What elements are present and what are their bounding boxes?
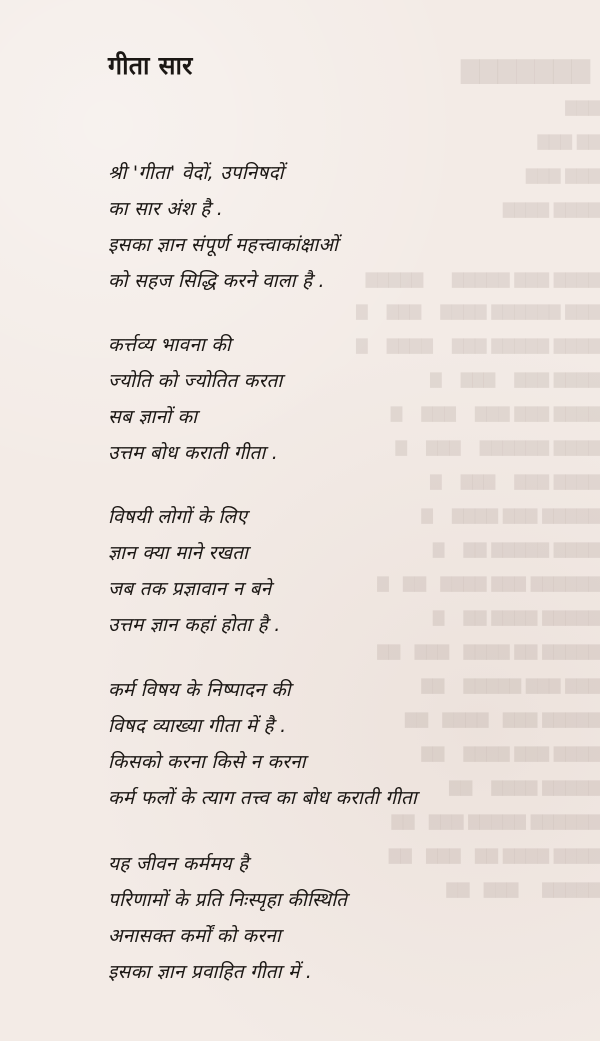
poem-line: किसको करना किसे न करना xyxy=(108,751,306,773)
poem-line: श्री 'गीता' वेदों, उपनिषदों xyxy=(108,162,284,184)
poem-stanza-3 xyxy=(108,499,280,643)
page-title: गीता सार xyxy=(108,51,193,80)
poem-stanza-1 xyxy=(108,155,338,299)
poem-line: अनासक्त कर्मों को करना xyxy=(108,925,281,947)
poem-line: इसका ज्ञान प्रवाहित गीता में . xyxy=(108,961,313,983)
poem-line: विषद व्याख्या गीता में है . xyxy=(108,715,287,737)
poem-line: यह जीवन कर्ममय है xyxy=(108,853,249,875)
poem-line: को सहज सिद्धि करने वाला है . xyxy=(108,270,325,292)
reverse-side-bleed-through: ▇▇▇▇▇▇▇ ▇▇▇ ▇▇ ▇▇▇ ▇▇▇ ▇▇▇ ▇▇▇▇ ▇▇▇▇ ▇▇▇▇ ▇▇▇ ▇▇▇▇▇ ▇▇▇▇▇ ▇▇▇ ▇▇▇▇▇▇ ▇▇▇▇ ▇▇▇ ▇ ▇▇▇▇ ▇▇▇▇▇ ▇▇▇ ▇▇▇▇ ▇ ▇▇▇▇ ▇▇▇ ▇▇▇ ▇ ▇▇▇▇ ▇▇▇ ▇▇▇ ▇▇▇ ▇ ▇▇▇▇ ▇▇▇▇▇▇ ▇▇▇ ▇ ▇▇▇▇ ▇▇▇ ▇▇▇ ▇ ▇▇▇▇▇ ▇▇▇ ▇▇▇▇ ▇ ▇▇▇▇ ▇▇▇▇▇ ▇▇ ▇ ▇▇▇▇▇▇ ▇▇▇ ▇▇▇▇ ▇▇ ▇ ▇▇▇▇▇ ▇▇▇▇ ▇▇ ▇ ▇▇▇▇▇ ▇▇ ▇▇▇▇ ▇▇▇ ▇▇ ▇▇▇ ▇▇▇ ▇▇▇▇▇ ▇▇ ▇▇▇▇▇ ▇▇▇ ▇▇▇▇ ▇▇ ▇▇▇▇ ▇▇▇ ▇▇▇▇ ▇▇ ▇▇▇▇▇ ▇▇▇▇ ▇▇ ▇▇▇▇▇▇ ▇▇▇▇▇ ▇▇▇ ▇▇ ▇▇▇▇ ▇▇▇▇ ▇▇ ▇▇▇ ▇▇ ▇▇▇▇▇ ▇▇▇ ▇▇ xyxy=(356,56,600,898)
poem-line: विषयी लोगों के लिए xyxy=(108,506,248,528)
poem-line: ज्योति को ज्योतित करता xyxy=(108,370,283,392)
poem-stanza-5 xyxy=(108,846,347,990)
poem-line: कर्म विषय के निष्पादन की xyxy=(108,679,291,701)
poem-stanza-2 xyxy=(108,327,283,471)
poem-line: कर्म फलों के त्याग तत्त्व का बोध कराती गीता xyxy=(108,787,417,809)
poem-line: कर्त्तव्य भावना की xyxy=(108,334,231,356)
poem-line: जब तक प्रज्ञावान न बने xyxy=(108,578,272,600)
poem-line: परिणामों के प्रति निःस्पृहा कीस्थिति xyxy=(108,889,348,911)
poem-stanza-4 xyxy=(108,672,417,816)
poem-line: उत्तम बोध कराती गीता . xyxy=(108,442,278,464)
poem-line: उत्तम ज्ञान कहां होता है . xyxy=(108,614,281,636)
poem-line: सब ज्ञानों का xyxy=(108,406,198,428)
poem-line: का सार अंश है . xyxy=(108,198,223,220)
poem-line: इसका ज्ञान संपूर्ण महत्त्वाकांक्षाओं xyxy=(108,234,339,256)
poem-line: ज्ञान क्या माने रखता xyxy=(108,542,249,564)
